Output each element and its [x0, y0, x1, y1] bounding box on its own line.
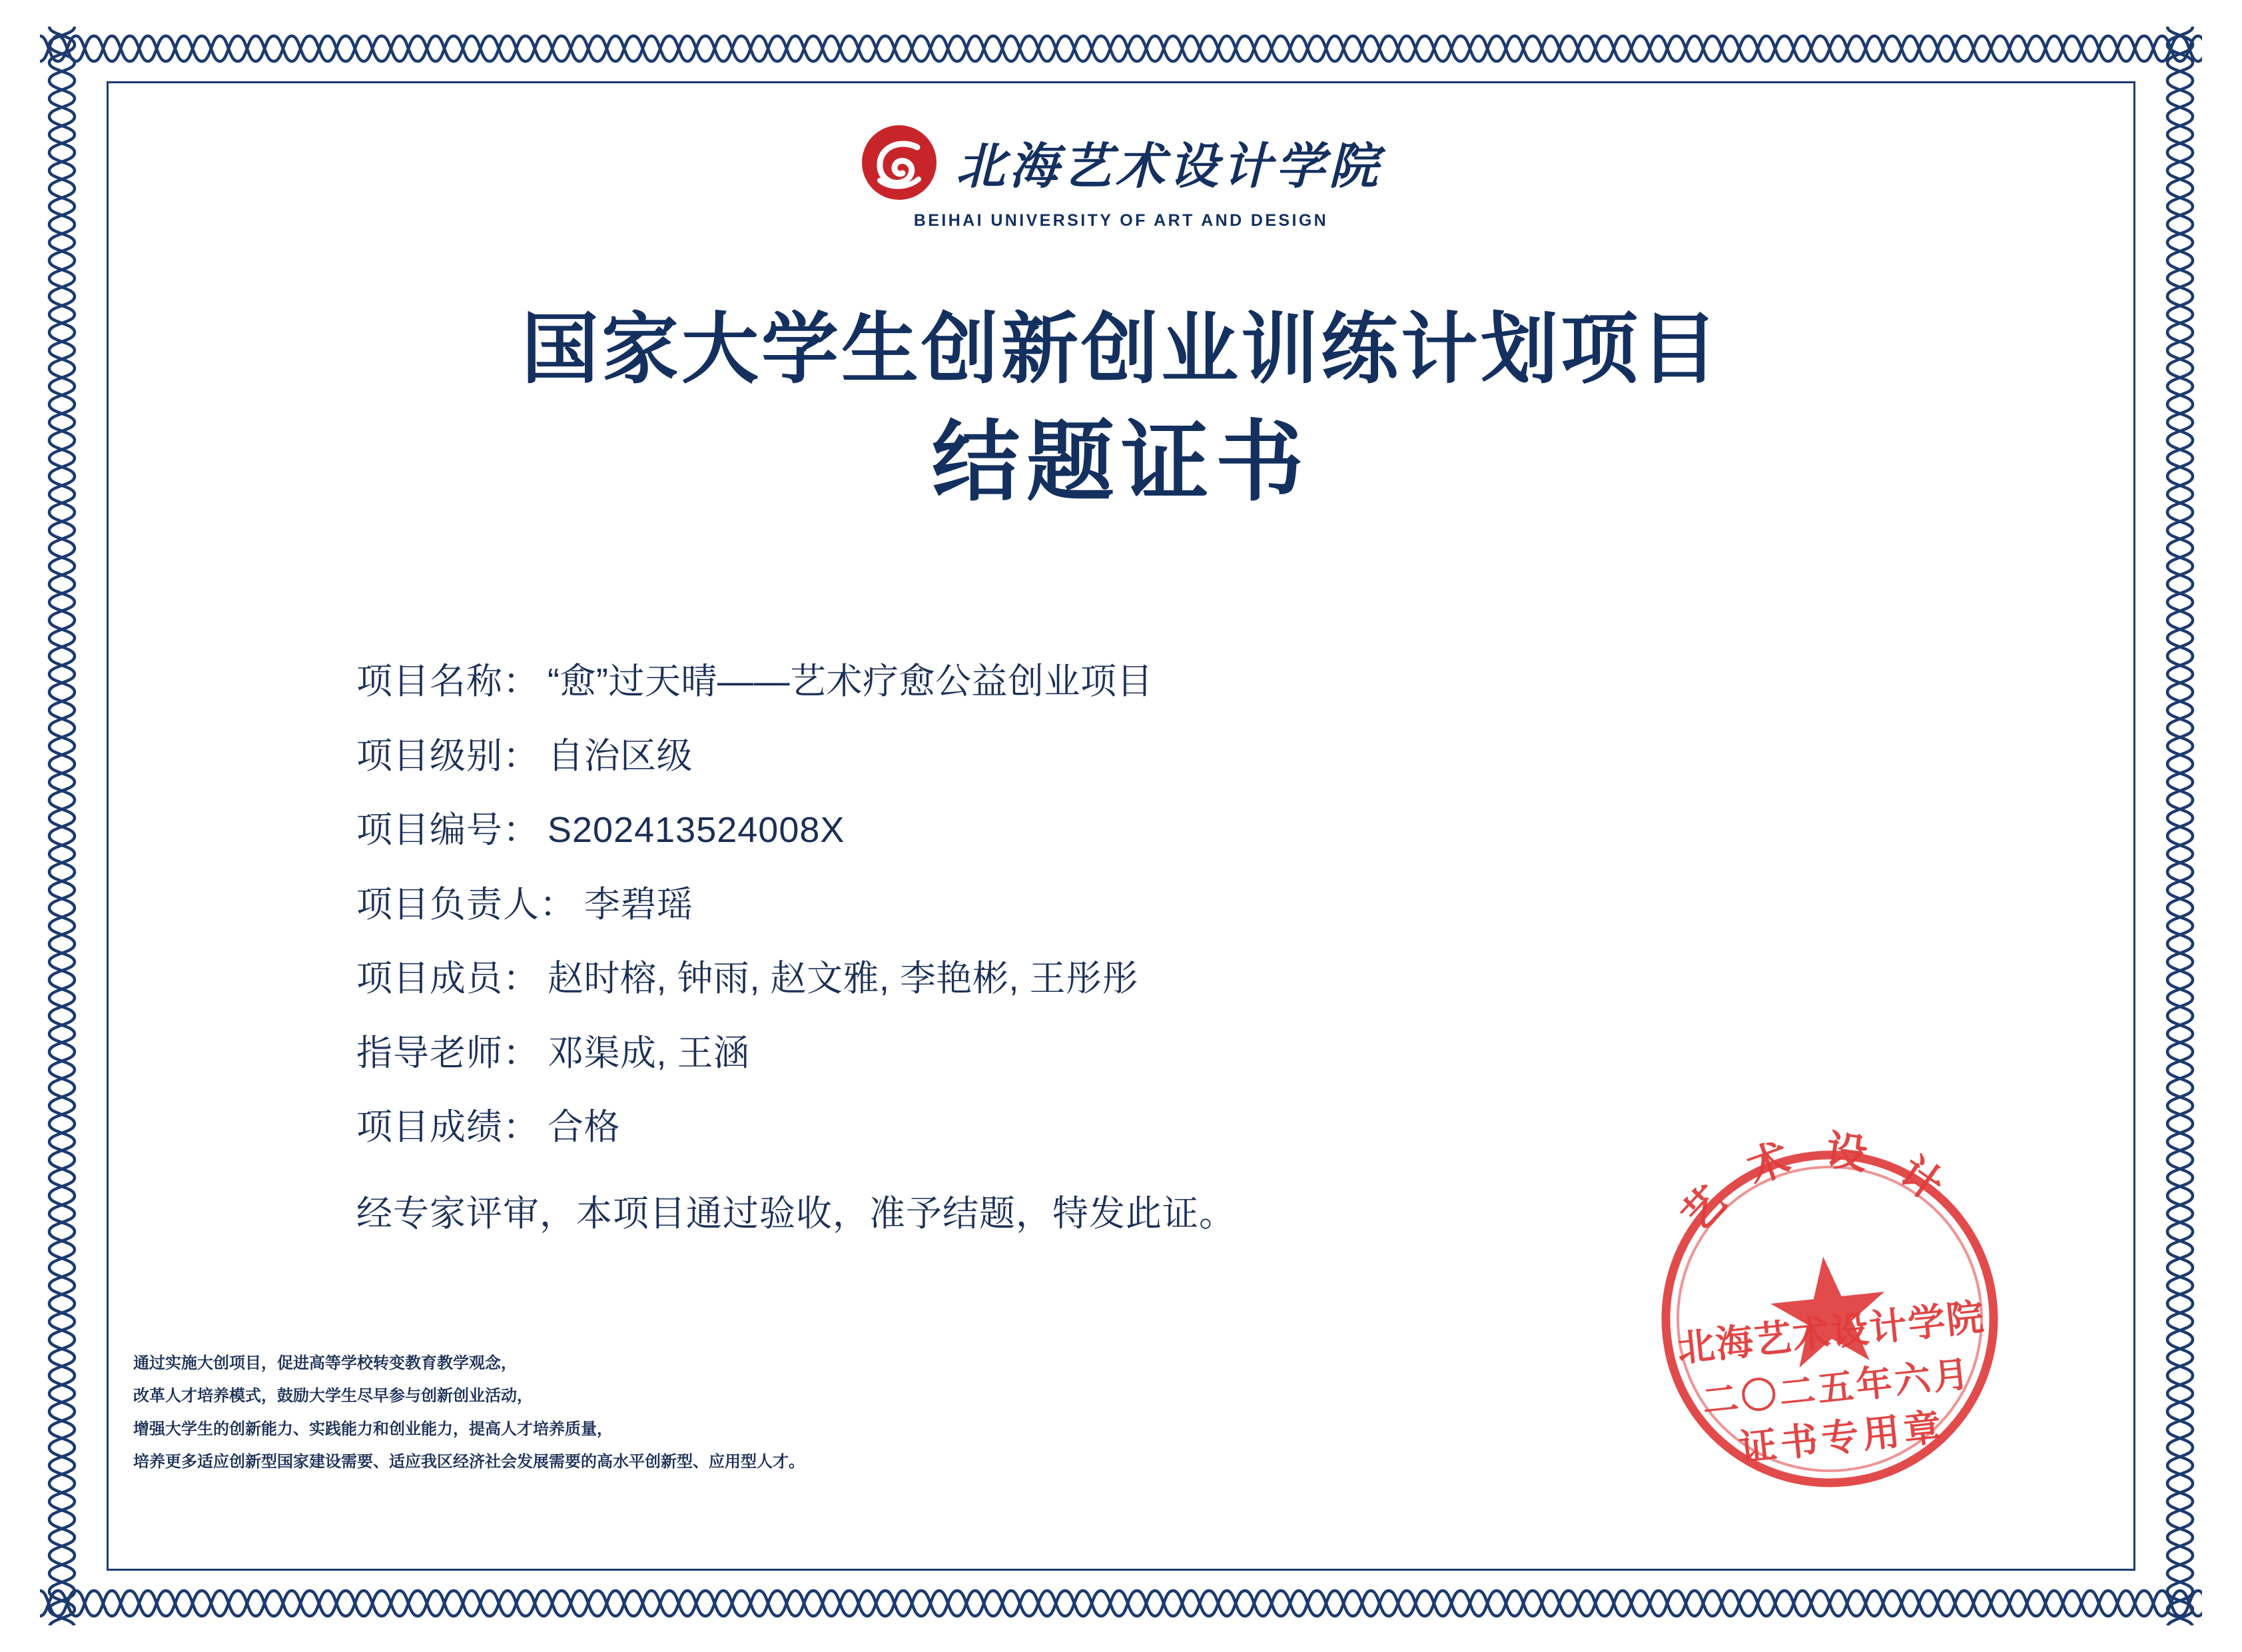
- field-value: “愈”过天晴——艺术疗愈公益创业项目: [548, 661, 1153, 701]
- footnote-line-1: 通过实施大创项目，促进高等学校转变教育教学观念，: [133, 1355, 517, 1373]
- field-label: 指导老师：: [356, 1032, 540, 1073]
- field-project-number: [356, 808, 2042, 853]
- field-label: 项目名称：: [356, 661, 540, 701]
- rope-border-right: [2158, 27, 2202, 1625]
- institution-logo-block: [0, 123, 2242, 230]
- field-label: 项目成绩：: [356, 1107, 540, 1147]
- field-value: 自治区级: [548, 735, 693, 776]
- institution-name-cn: 北海艺术设计学院: [956, 140, 1382, 195]
- field-label: 项目成员：: [356, 959, 540, 999]
- footnote-block: [133, 1348, 1132, 1479]
- certificate-statement: 经专家评审，本项目通过验收，准予结题，特发此证。: [356, 1193, 1236, 1234]
- seal-bottom-text: 证书专用章: [1737, 1406, 1948, 1469]
- footnote-line-4: 培养更多适应创新型国家建设需要、适应我区经济社会发展需要的高水平创新型、应用型人才。: [133, 1453, 805, 1471]
- seal-date: 二〇二五年六月: [1700, 1354, 1974, 1422]
- field-project-level: [356, 734, 2042, 779]
- field-value: 邓渠成, 王涵: [548, 1032, 750, 1073]
- field-value: S202413524008X: [548, 810, 845, 850]
- field-value: 李碧瑶: [584, 884, 693, 925]
- spiral-wave-logo-icon: [860, 123, 938, 202]
- official-seal: [1595, 1078, 2063, 1546]
- title-block: [0, 306, 2242, 514]
- seal-center-name: 北海艺术设计学院: [1675, 1296, 1988, 1370]
- field-value: 赵时榕, 钟雨, 赵文雅, 李艳彬, 王彤彤: [548, 959, 1139, 999]
- certificate-title-main: 国家大学生创新创业训练计划项目: [522, 308, 1720, 393]
- rope-border-top: [40, 27, 2202, 71]
- field-label: 项目级别：: [356, 735, 540, 776]
- field-project-name: [356, 659, 2042, 705]
- rope-border-bottom: [40, 1581, 2202, 1625]
- field-label: 项目编号：: [356, 810, 540, 850]
- rope-border-left: [40, 27, 84, 1625]
- field-label: 项目负责人：: [356, 884, 576, 925]
- certificate-title-sub: 结题证书: [932, 414, 1310, 512]
- footnote-line-2: 改革人才培养模式，鼓励大学生尽早参与创新创业活动，: [133, 1388, 533, 1406]
- field-value: 合格: [548, 1107, 620, 1147]
- seal-arc-text: 艺 术 设 计: [1673, 1128, 1960, 1240]
- institution-name-en: BEIHAI UNIVERSITY OF ART AND DESIGN: [913, 211, 1329, 230]
- field-project-advisors: [356, 1031, 2042, 1076]
- svg-text:艺 术 设 计: [1667, 1115, 1963, 1243]
- field-project-leader: [356, 883, 2042, 928]
- footnote-line-3: 增强大学生的创新能力、实践能力和创业能力，提高人才培养质量，: [133, 1420, 613, 1438]
- field-project-members: [356, 957, 2042, 1002]
